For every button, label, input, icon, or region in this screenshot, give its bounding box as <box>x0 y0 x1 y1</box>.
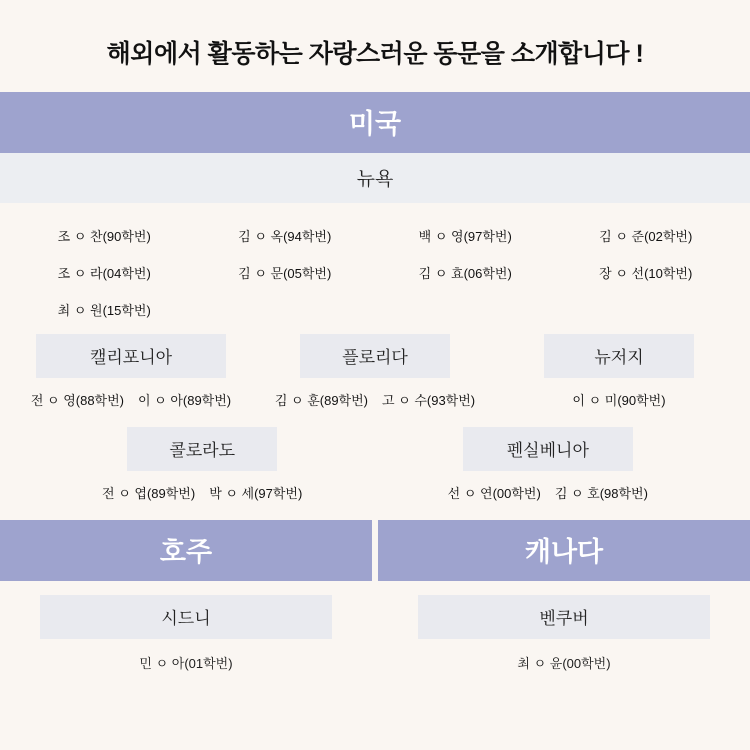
list-item: 김 ㅇ 훈(89학번) <box>274 393 368 408</box>
region-chip-colorado: 콜로라도 <box>127 427 277 471</box>
list-item: 조 ㅇ 찬(90학번) <box>57 229 151 244</box>
list-item: 전 ㅇ 엽(89학번) <box>102 486 196 501</box>
list-item: 이 ㅇ 아(89학번) <box>138 393 232 408</box>
region-row-1 <box>0 334 750 413</box>
country-section-usa <box>0 92 750 520</box>
list-item: 고 ㅇ 수(93학번) <box>382 393 476 408</box>
list-item: 민 ㅇ 아(01학번) <box>139 656 233 671</box>
list-item: 김 ㅇ 호(98학번) <box>554 486 648 501</box>
list-item: 이 ㅇ 미(90학번) <box>572 393 666 408</box>
list-item: 최 ㅇ 원(15학번) <box>57 303 151 318</box>
list-item: 전 ㅇ 영(88학번) <box>30 393 124 408</box>
region-florida <box>258 334 492 413</box>
country-banner-australia: 호주 <box>0 520 372 581</box>
region-newjersey <box>502 334 736 413</box>
country-section-australia <box>0 520 372 672</box>
list-item: 조 ㅇ 라(04학번) <box>57 266 151 281</box>
city-band-newyork: 뉴욕 <box>0 153 750 203</box>
list-item: 선 ㅇ 연(00학번) <box>447 486 541 501</box>
list-item: 최 ㅇ 윤(00학번) <box>517 656 611 671</box>
city-chip-vancouver: 벤쿠버 <box>418 595 710 639</box>
country-banner-usa: 미국 <box>0 92 750 153</box>
list-item: 김 ㅇ 옥(94학번) <box>238 229 332 244</box>
city-chip-sydney: 시드니 <box>40 595 332 639</box>
region-california <box>14 334 248 413</box>
bottom-countries <box>0 520 750 672</box>
region-pennsylvania <box>379 427 717 506</box>
list-item: 김 ㅇ 효(06학번) <box>418 266 512 281</box>
list-item: 백 ㅇ 영(97학번) <box>418 229 512 244</box>
list-item: 박 ㅇ 세(97학번) <box>209 486 303 501</box>
region-row-2 <box>0 427 750 506</box>
region-chip-pennsylvania: 펜실베니아 <box>463 427 633 471</box>
newyork-member-grid <box>0 203 750 334</box>
region-colorado <box>33 427 371 506</box>
list-item: 김 ㅇ 준(02학번) <box>599 229 693 244</box>
region-chip-newjersey: 뉴저지 <box>544 334 694 378</box>
country-section-canada <box>378 520 750 672</box>
region-chip-florida: 플로리다 <box>300 334 450 378</box>
list-item: 김 ㅇ 문(05학번) <box>238 266 332 281</box>
country-banner-canada: 캐나다 <box>378 520 750 581</box>
page-title: 해외에서 활동하는 자랑스러운 동문을 소개합니다 ! <box>106 40 644 68</box>
list-item: 장 ㅇ 선(10학번) <box>599 266 693 281</box>
region-chip-california: 캘리포니아 <box>36 334 226 378</box>
